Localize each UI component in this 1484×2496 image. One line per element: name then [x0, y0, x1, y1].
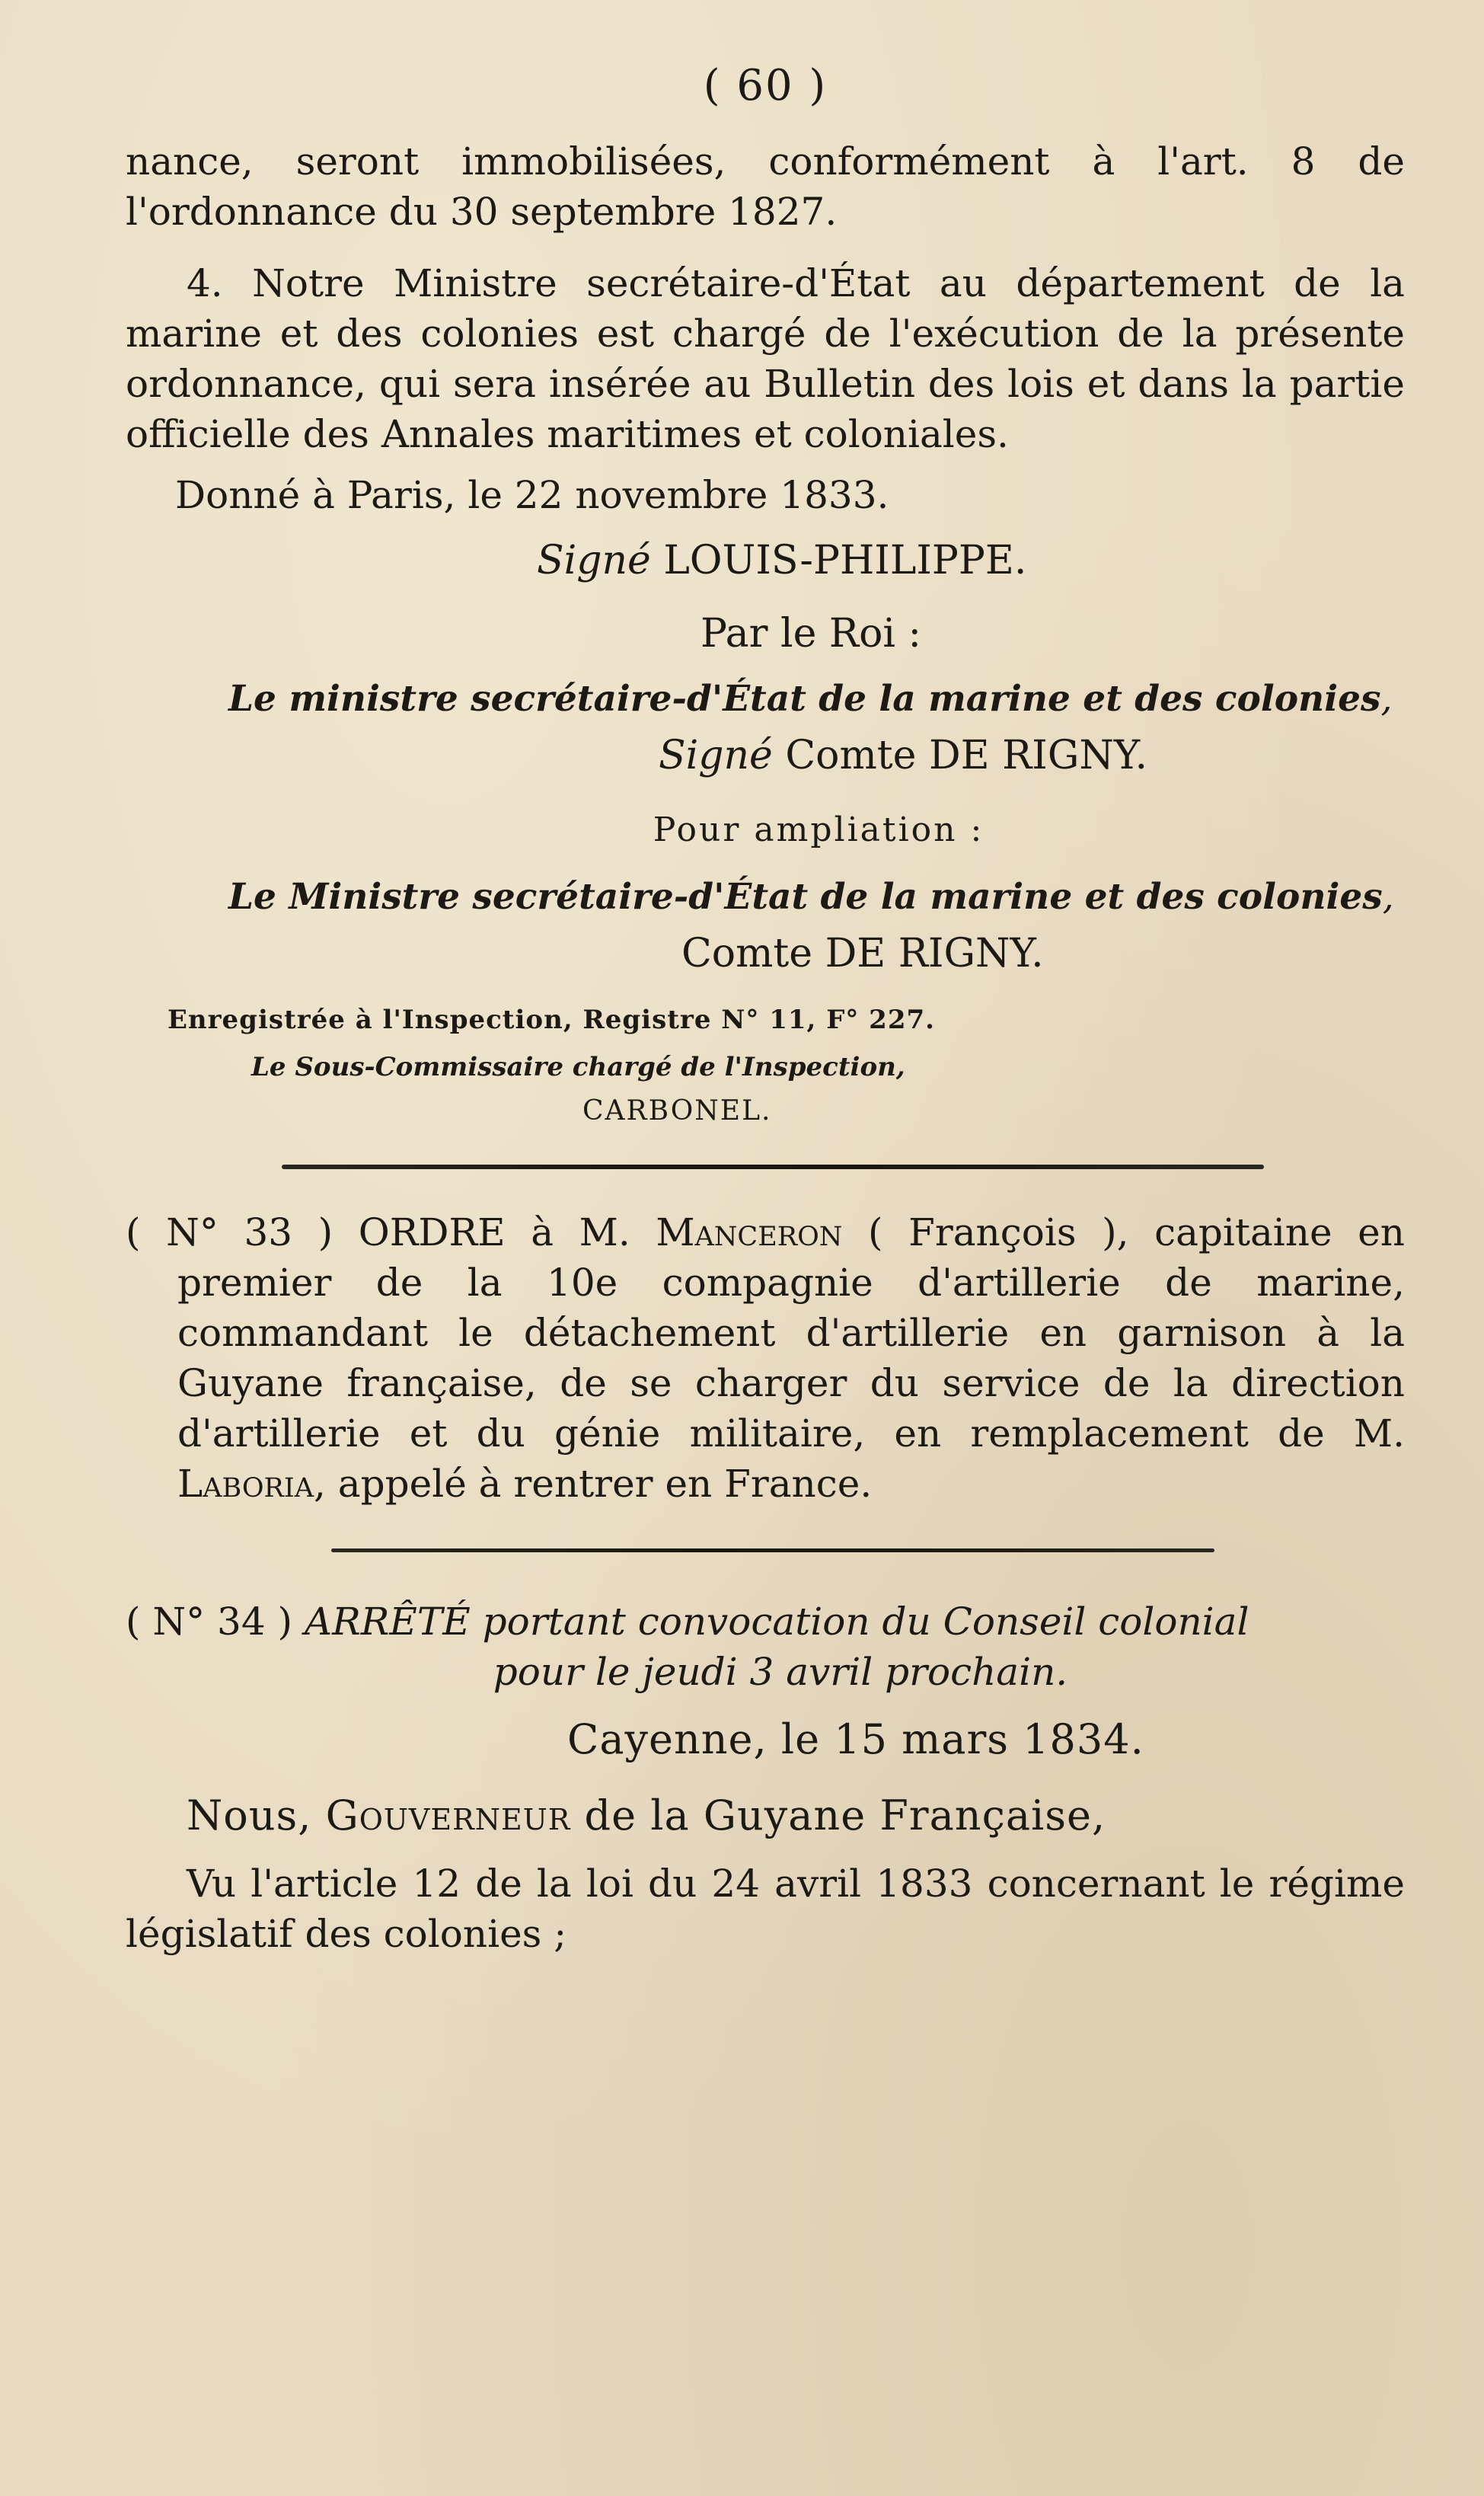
nous-line: [126, 1788, 1405, 1843]
minister-title-1-text: Le ministre secrétaire-d'État de la marine et des colonies: [228, 678, 1381, 720]
minister-title-1-tail: ,: [1380, 678, 1393, 720]
arrete-34-title-line2: pour le jeudi 3 avril prochain.: [493, 1650, 1068, 1694]
dated-line: Donné à Paris, le 22 novembre 1833.: [175, 473, 889, 517]
order-33-text-c: , appelé à rentrer en France.: [314, 1462, 873, 1506]
vu-paragraph: Vu l'article 12 de la loi du 24 avril 1833 concernant le régime législatif des colonies ;: [126, 1862, 1405, 1956]
pour-ampliation: Pour ampliation :: [653, 810, 985, 849]
order-33-kind: ORDRE: [358, 1210, 506, 1254]
arrete-34-kind: ARRÊTÉ: [304, 1600, 471, 1644]
order-33-text-a: à M.: [531, 1210, 630, 1254]
order-33-name2: Laboria: [177, 1462, 314, 1506]
article-4-paragraph: 4. Notre Ministre secrétaire-d'État au département de la marine et des colonies est chargé de l'exécution de la présente ordonnance, qui sera insérée au Bulletin des lois et dans la partie officielle des Annales maritimes et coloniales.: [126, 261, 1405, 456]
page-number: ( 60 ): [703, 61, 828, 110]
signe-label: Signé: [537, 538, 651, 583]
arrete-34-number: ( N° 34 ): [126, 1600, 293, 1644]
page-content: [126, 61, 1405, 1959]
gouverneur-word: Gouverneur: [325, 1791, 571, 1839]
separator-rule-2: [331, 1548, 1214, 1552]
order-33-name: Manceron: [656, 1210, 843, 1254]
minister-title-2-tail: ,: [1382, 876, 1394, 918]
sous-commissaire-line: Le Sous-Commissaire chargé de l'Inspection,: [251, 1052, 905, 1082]
minister-title-2-text: Le Ministre secrétaire-d'État de la marine et des colonies: [228, 876, 1383, 918]
order-33-number: ( N° 33 ): [126, 1210, 334, 1254]
minister-title-1: [126, 674, 1405, 724]
nous-word: Nous,: [187, 1791, 312, 1839]
carbonel-signature: CARBONEL.: [582, 1095, 772, 1127]
separator-rule: [282, 1165, 1264, 1169]
minister-signature-1: [126, 729, 1405, 782]
nous-tail: de la Guyane Française,: [584, 1791, 1106, 1839]
king-name: LOUIS-PHILIPPE.: [663, 538, 1027, 583]
minister-name-2: Comte DE RIGNY.: [681, 931, 1044, 976]
par-le-roi: Par le Roi :: [700, 611, 922, 657]
arrete-34-title-line1: portant convocation du Conseil colonial: [482, 1600, 1249, 1644]
order-33-text-b: ( François ), capitaine en premier de la 10e compagnie d'artillerie de marine, commandant le détachement d'artillerie en garnison à la Guyane française, de se charger du service de la direction d'artillerie et du génie militaire, en remplacement de M.: [177, 1210, 1405, 1456]
arrete-34-heading: [126, 1596, 1405, 1697]
signe-label-2: Signé: [659, 733, 773, 778]
minister-title-2: [126, 872, 1405, 922]
paragraph-continuation: nance, seront immobilisées, conformément à l'art. 8 de l'ordonnance du 30 septembre 1827.: [126, 139, 1405, 234]
place-date-line: Cayenne, le 15 mars 1834.: [567, 1715, 1144, 1763]
order-33-paragraph: [126, 1207, 1405, 1509]
minister-name-1: Comte DE RIGNY.: [785, 733, 1148, 778]
king-signature: [126, 534, 1405, 587]
registration-line: Enregistrée à l'Inspection, Registre N° 11, F° 227.: [168, 1005, 935, 1035]
